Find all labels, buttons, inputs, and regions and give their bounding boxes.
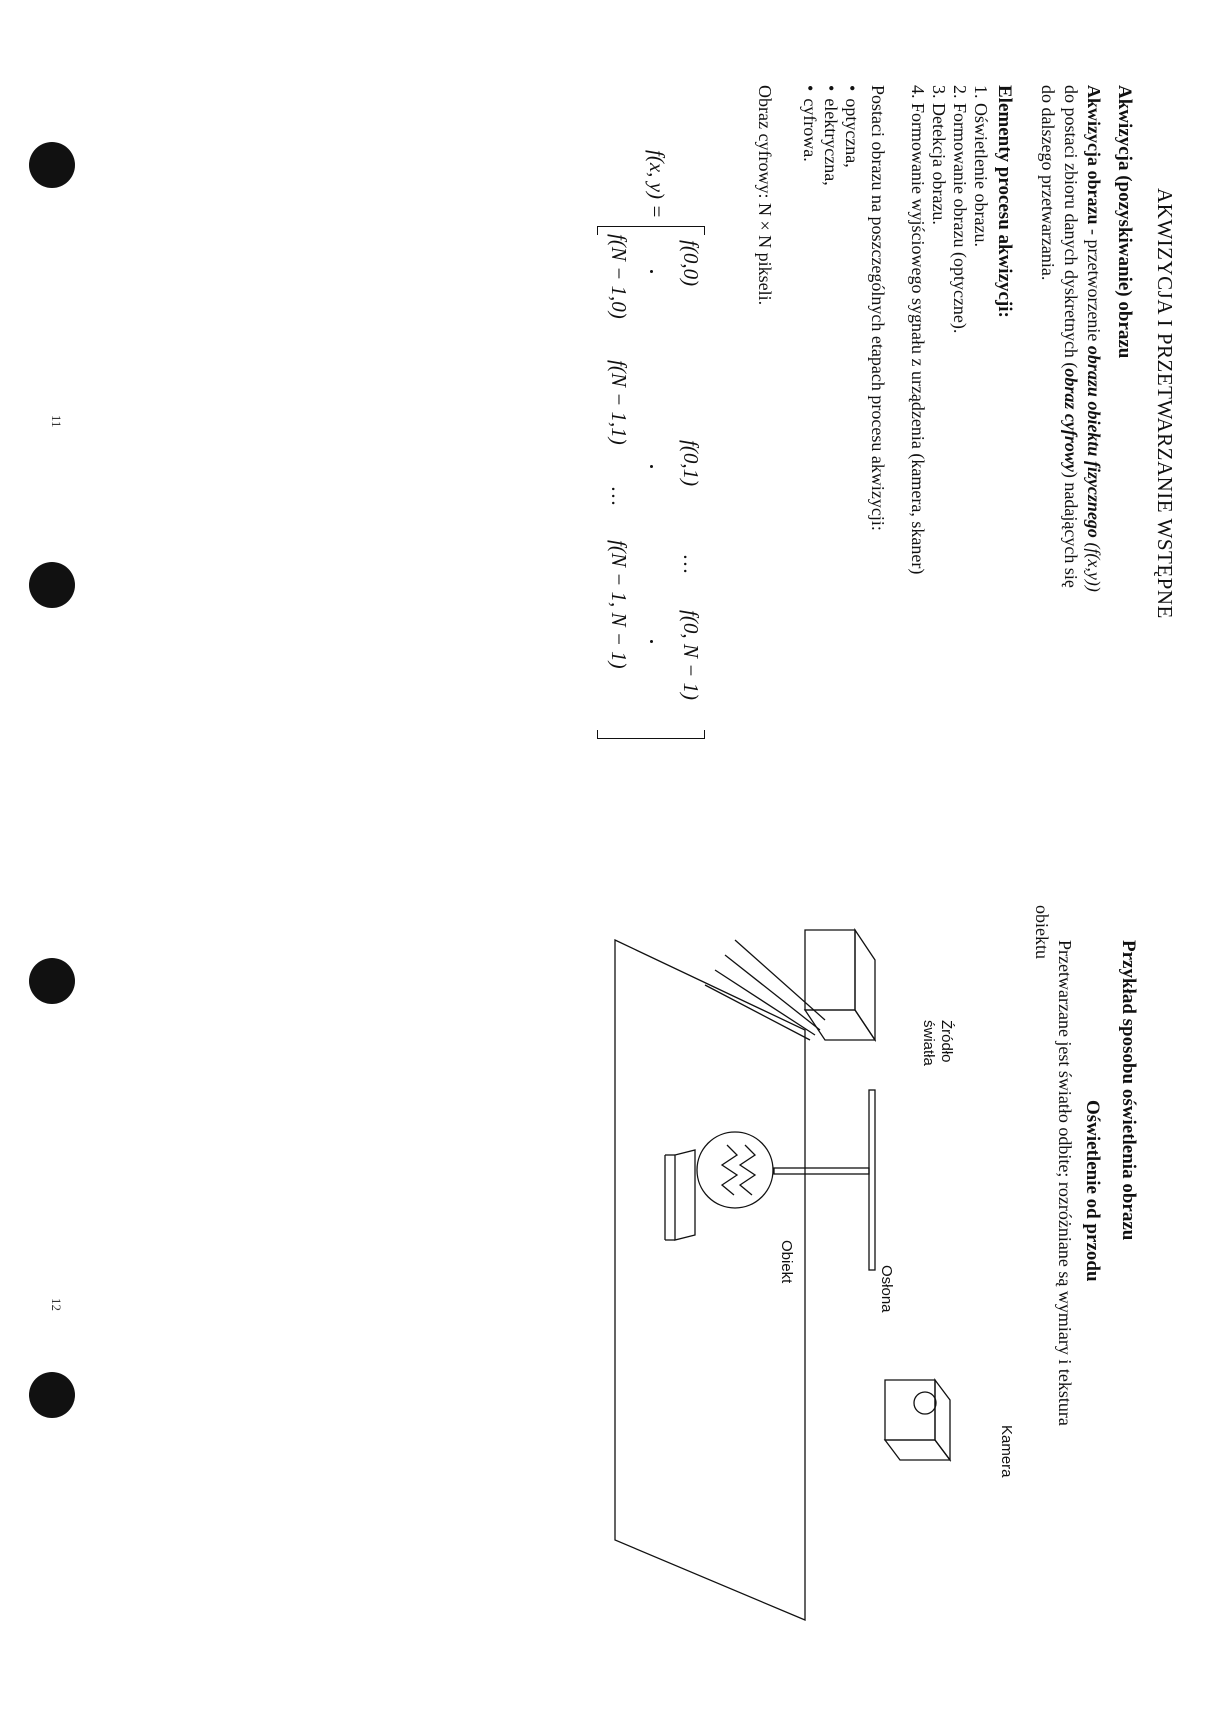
page-number-left: 11: [49, 415, 64, 428]
list-item: 4. Formowanie wyjściowego sygnału z urządzenia (kamera, skaner): [908, 85, 928, 575]
page-number-right: 12: [49, 1298, 64, 1311]
vertical-ellipsis: [650, 640, 653, 643]
definition-text: - przetworzenie: [1084, 224, 1104, 346]
example-heading: Przykład sposobu oświetlenia obrazu: [1118, 940, 1139, 1241]
definition-text: do postaci zbioru danych dyskretnych (: [1061, 85, 1081, 369]
definition-emphasis: obrazu obiektu fizycznego: [1084, 345, 1104, 538]
matrix-lhs: f(x, y) =: [645, 150, 669, 219]
digital-image-label: Obraz cyfrowy: N × N pikseli.: [755, 85, 775, 306]
matrix-cell: f(0,0): [679, 240, 703, 287]
section-heading: Akwizycja (pozyskiwanie) obrazu: [1114, 85, 1135, 359]
table-plane: [615, 940, 805, 1620]
camera-icon: [885, 1380, 950, 1460]
elements-heading: Elementy procesu akwizycji:: [994, 85, 1015, 318]
page-title: AKWIZYCJA I PRZETWARZANIE WSTĘPNE: [1153, 188, 1177, 619]
matrix-cell: …: [607, 487, 631, 506]
definition-line-3: do dalszego przetwarzania.: [1038, 85, 1058, 281]
matrix-cell: …: [679, 555, 703, 574]
forms-intro: Postaci obrazu na poszczególnych etapach procesu akwizycji:: [868, 85, 888, 531]
definition-text: ) nadających się: [1061, 471, 1081, 588]
label-object: Obiekt: [778, 1240, 795, 1284]
list-item: 3. Detekcja obrazu.: [929, 85, 949, 225]
vertical-ellipsis: [650, 270, 653, 273]
matrix-cell: f(0,1): [679, 440, 703, 487]
list-item: • cyfrowa.: [799, 85, 820, 162]
front-lighting-diagram: [575, 900, 995, 1680]
label-light-source: światła: [920, 1020, 937, 1066]
definition-emphasis: obraz cyfrowy: [1061, 368, 1081, 472]
label-light-source: Źródło: [938, 1020, 955, 1063]
definition-term: Akwizycja obrazu: [1084, 85, 1104, 225]
matrix-cell: f(N − 1,1): [607, 360, 631, 445]
list-item: • optyczna,: [841, 85, 862, 168]
matrix-cell: f(0, N − 1): [679, 610, 703, 700]
list-item: 1. Oświetlenie obrazu.: [971, 85, 991, 247]
definition-function: (f(x,y)): [1084, 537, 1104, 592]
matrix-cell: f(N − 1,0): [607, 234, 631, 319]
vertical-ellipsis: [650, 465, 653, 468]
list-item: • elektryczna,: [820, 85, 841, 186]
example-subheading: Oświetlenie od przodu: [1082, 1100, 1103, 1282]
matrix-cell: f(N − 1, N − 1): [607, 540, 631, 669]
matrix-bracket-right: [597, 730, 705, 739]
definition-line-1: [1083, 85, 1104, 592]
example-text: Przetwarzane jest światło odbite; rozróżniane są wymiary i tekstura: [1055, 940, 1075, 1426]
list-item: 2. Formowanie obrazu (optyczne).: [950, 85, 970, 334]
label-shield: Osłona: [878, 1265, 895, 1313]
definition-line-2: [1060, 85, 1081, 588]
label-camera: Kamera: [998, 1425, 1015, 1478]
object-icon: [665, 1132, 773, 1240]
example-text: obiektu: [1032, 905, 1052, 959]
